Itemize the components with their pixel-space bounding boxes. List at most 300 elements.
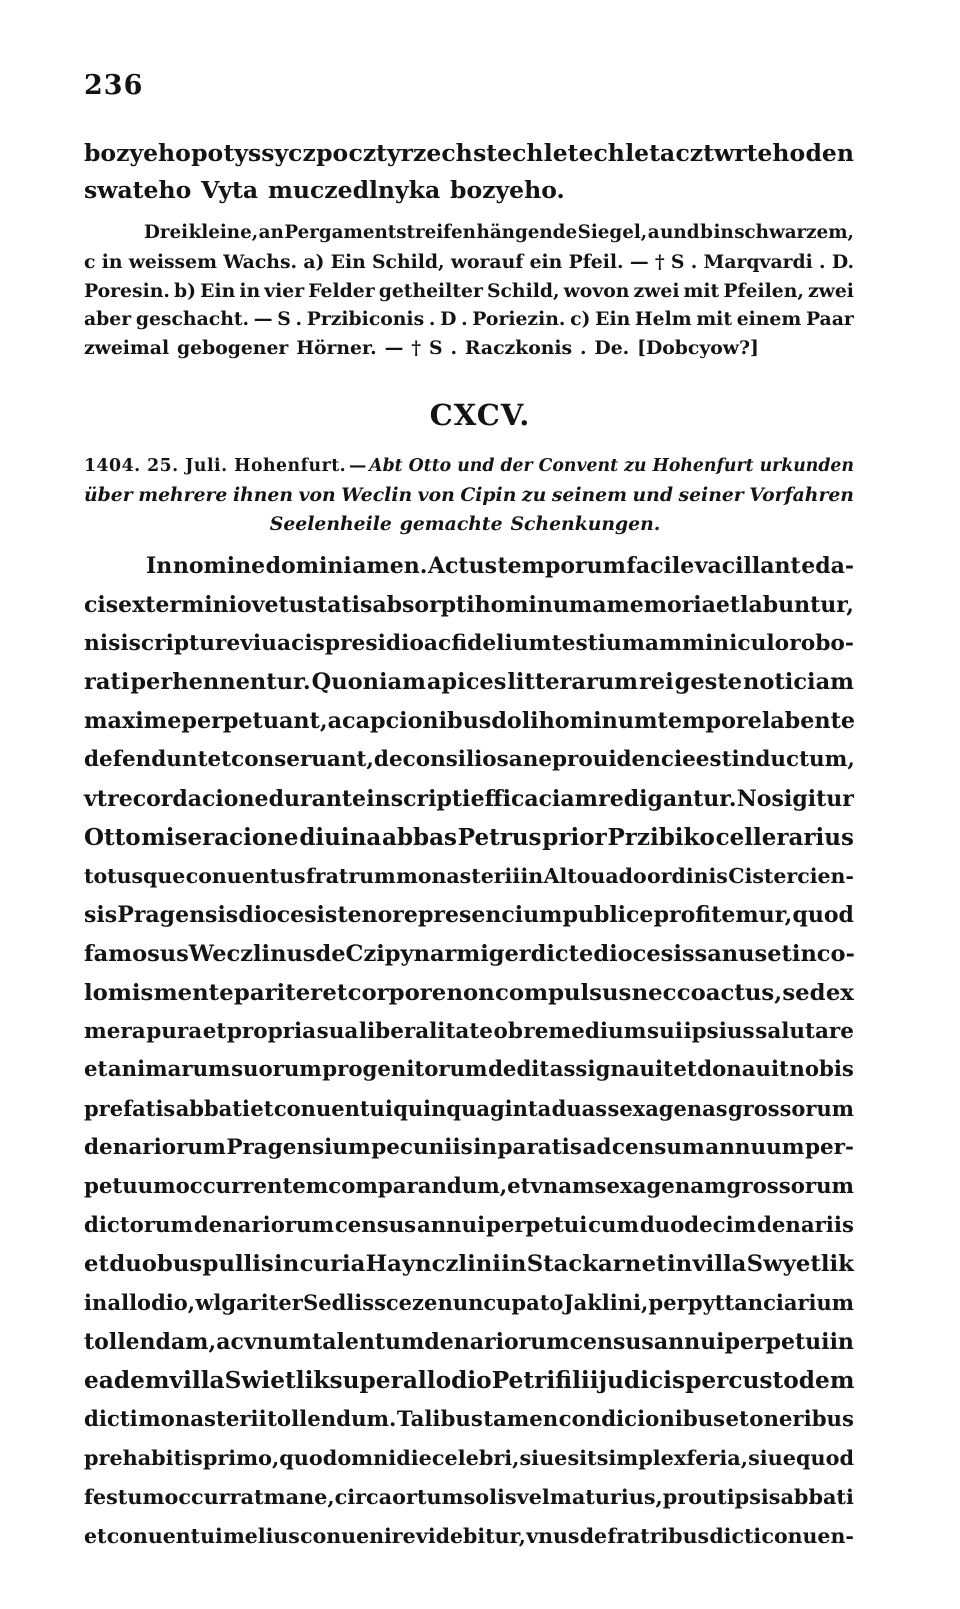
word: über: [84, 484, 133, 506]
word: labuntur,: [740, 591, 854, 618]
word: perhennentur.: [130, 669, 311, 696]
word: festum: [84, 1485, 165, 1510]
word: .: [819, 250, 826, 273]
word: prouidencie: [552, 746, 696, 772]
word: Quoniam: [311, 669, 426, 696]
word: a: [327, 708, 343, 735]
word: scripture: [128, 630, 241, 656]
word: D: [440, 308, 457, 331]
word: prehabitis: [84, 1446, 203, 1471]
word: sed: [782, 979, 826, 1006]
word: amen.: [352, 553, 428, 579]
word: assignauit: [549, 1057, 673, 1083]
word: schwarzem,: [734, 222, 854, 243]
word: grossorum: [728, 1096, 854, 1122]
word: corpore: [347, 979, 447, 1006]
word: Przibiconis: [306, 308, 425, 331]
word: inco-: [791, 940, 855, 967]
regest-date-place: 1404. 25. Juli. Hohenfurt.: [84, 456, 347, 476]
word: dicte: [530, 940, 594, 967]
word: remedium: [523, 1018, 647, 1044]
word: mane,: [263, 1485, 335, 1510]
word: quod: [279, 1446, 338, 1471]
word: abbati: [175, 1096, 250, 1122]
word: Schild,: [371, 250, 445, 273]
word: Raczkonis: [464, 337, 573, 360]
word: tamen: [483, 1406, 559, 1432]
word: viuacis: [240, 630, 325, 656]
word: .: [461, 308, 468, 331]
word: primo,: [202, 1446, 280, 1471]
word: Otto: [84, 823, 141, 851]
word: quod: [796, 1446, 854, 1471]
word: Czipyn: [345, 940, 430, 967]
word: Altouado: [543, 864, 647, 889]
word: in: [520, 864, 544, 889]
word: hominum: [474, 591, 593, 618]
word: c: [84, 250, 96, 273]
word: dedit: [488, 1057, 550, 1083]
body-line: [84, 1013, 854, 1052]
word: et: [202, 1018, 227, 1044]
word: igitur: [784, 785, 854, 812]
word: annui: [653, 1328, 725, 1355]
word: Ein: [595, 308, 631, 331]
word: gebogener: [176, 337, 289, 360]
word: mit: [696, 308, 732, 331]
word: S: [277, 308, 291, 331]
word: per: [648, 1290, 688, 1316]
word: mente: [153, 979, 234, 1006]
word: Petri: [491, 1366, 556, 1394]
word: facile: [626, 553, 695, 579]
word: Siegel,: [577, 222, 648, 243]
word: Weclin: [341, 484, 413, 506]
body-line: [84, 741, 854, 780]
word: Weczlinus: [188, 940, 316, 967]
word: Seelenheile: [269, 513, 392, 535]
word: .: [579, 337, 587, 360]
word: dictorum: [84, 1212, 193, 1238]
word: diocesis: [593, 940, 695, 967]
word: ortum: [392, 1485, 464, 1510]
word: bozyeho.: [450, 176, 565, 204]
word: memoria: [606, 591, 716, 618]
regest-title-start: Abt Otto und der Convent zu Hohenfurt urkunden: [369, 456, 854, 476]
word: vel: [516, 1485, 550, 1510]
word: .: [450, 337, 457, 360]
word: denariis: [757, 1212, 854, 1238]
body-line: [84, 1051, 854, 1090]
word: dicti: [709, 1523, 762, 1548]
word: von: [417, 484, 455, 506]
word: simplex: [596, 1446, 687, 1471]
regest-summary: [84, 452, 854, 539]
word: ordinis: [647, 864, 728, 889]
word: doli: [491, 708, 539, 735]
word: Ein: [200, 279, 236, 302]
word: getheilter: [378, 279, 483, 302]
word: seinem: [551, 484, 627, 506]
word: Pfeil.: [568, 250, 624, 273]
word: mit: [683, 279, 720, 302]
word: in: [666, 1251, 693, 1278]
regest-line: [84, 481, 854, 510]
word: conuentui: [273, 1096, 393, 1122]
word: sui: [647, 1018, 683, 1044]
word: absorpti: [372, 591, 475, 618]
word: census: [569, 1328, 654, 1355]
body-line: [84, 663, 854, 702]
word: annuum: [705, 1134, 805, 1160]
body-line: [84, 1129, 854, 1168]
word: In: [146, 553, 173, 579]
body-line: [84, 586, 854, 625]
word: Pragensis: [117, 902, 239, 929]
word: abbati: [780, 1485, 854, 1510]
charter-text: [84, 547, 854, 1556]
word: annui: [416, 1212, 486, 1238]
word: monasterii: [396, 864, 521, 889]
word: zwei: [633, 279, 680, 302]
word: a: [647, 222, 660, 243]
word: Pergamentstreifen: [284, 222, 476, 243]
word: Actus: [427, 553, 497, 579]
word: celebri,: [431, 1446, 520, 1471]
seal-description: [84, 219, 854, 363]
word: condicionibus: [558, 1406, 726, 1432]
word: a): [303, 250, 325, 273]
word: abbas: [382, 823, 457, 851]
note-line: [84, 248, 854, 277]
word: Swietlik: [224, 1366, 330, 1394]
word: circa: [334, 1485, 393, 1510]
word: custodem: [728, 1366, 855, 1394]
word: est: [695, 746, 732, 772]
word: capcionibus: [342, 708, 492, 735]
word: sexagenam: [594, 1173, 727, 1199]
body-line: [84, 1090, 854, 1129]
word: Jaklini,: [563, 1290, 649, 1316]
word: †: [411, 337, 422, 360]
body-line: [84, 1517, 854, 1556]
word: Felder: [308, 279, 375, 302]
word: durante: [268, 785, 367, 812]
word: nomine: [172, 553, 266, 579]
word: nuncupato: [437, 1290, 564, 1316]
body-line: [84, 1284, 854, 1323]
word: testium: [551, 630, 645, 656]
word: wovon: [563, 279, 630, 302]
word: paratis: [497, 1134, 582, 1160]
word: pura: [146, 1018, 203, 1044]
continuation-text: [84, 135, 854, 209]
word: et: [715, 591, 741, 618]
word: Swyetlik: [746, 1251, 854, 1278]
word: swateho: [84, 176, 192, 204]
word: conuentui: [106, 1523, 223, 1548]
word: —: [629, 250, 649, 273]
word: letech: [543, 139, 625, 167]
word: vier: [264, 279, 305, 302]
word: ex: [825, 979, 854, 1006]
word: efficaciam: [470, 785, 598, 812]
word: leta: [625, 139, 676, 167]
body-line: [84, 896, 854, 935]
word: denariorum: [193, 1212, 334, 1238]
word: conuen-: [761, 1523, 854, 1548]
word: petuum: [84, 1173, 176, 1199]
note-line: [84, 305, 854, 334]
word: tollendum.: [267, 1406, 397, 1432]
word: Marqvardi: [703, 250, 813, 273]
word: quinquaginta: [393, 1096, 552, 1122]
word: siue: [748, 1446, 796, 1471]
word: in: [829, 1328, 854, 1355]
word: ein: [529, 250, 563, 273]
word: a: [592, 591, 607, 618]
word: tempore: [657, 708, 762, 735]
word: an: [258, 222, 284, 243]
word: .: [295, 308, 303, 331]
word: in: [274, 1251, 300, 1278]
word: propria: [226, 1018, 317, 1044]
word: pecuniis: [371, 1134, 473, 1160]
body-line: [84, 1245, 854, 1284]
document-number-heading: CXCV.: [429, 398, 531, 432]
regest-dash: —: [349, 456, 367, 476]
word: stech: [473, 139, 544, 167]
word: nisi: [84, 630, 129, 656]
word: mehrere: [138, 484, 228, 506]
word: solis: [463, 1485, 517, 1510]
word: Sedlissceze: [303, 1290, 438, 1316]
word: sis: [84, 902, 118, 929]
word: prout: [662, 1485, 727, 1510]
word: in: [84, 1290, 108, 1316]
word: perpetui: [485, 1212, 588, 1238]
note-line: [84, 334, 854, 363]
word: sanus: [694, 940, 768, 967]
regest-line: [84, 452, 854, 481]
word: siue: [519, 1446, 568, 1471]
body-line: [84, 547, 854, 586]
word: prefatis: [84, 1096, 176, 1122]
word: temporum: [497, 553, 626, 579]
word: apices: [426, 669, 507, 696]
word: .: [690, 250, 698, 273]
word: —: [253, 308, 273, 331]
body-line: [84, 935, 854, 974]
word: allodio,: [107, 1290, 196, 1316]
word: tenore: [337, 902, 418, 929]
word: et: [84, 1251, 109, 1278]
body-line: [84, 974, 854, 1013]
word: mera: [84, 1018, 146, 1044]
word: Ein: [330, 250, 366, 273]
word: ac: [423, 630, 452, 656]
word: vnum: [243, 1328, 313, 1355]
word: presidio: [324, 630, 424, 656]
word: donauit: [697, 1057, 789, 1083]
word: et: [641, 1251, 667, 1278]
word: weissem: [128, 250, 217, 273]
word: recordacione: [107, 785, 269, 812]
word: in: [473, 1134, 498, 1160]
word: rati: [84, 669, 130, 696]
word: po: [191, 139, 224, 167]
word: talentum: [312, 1328, 425, 1355]
word: vnam: [530, 1173, 595, 1199]
word: defendunt: [84, 746, 208, 772]
word: ob: [493, 1018, 523, 1044]
word: et: [767, 940, 792, 967]
word: et: [84, 1523, 107, 1548]
word: super: [329, 1366, 403, 1394]
word: duodecim: [639, 1212, 757, 1238]
word: robo-: [789, 630, 854, 656]
word: famosus: [84, 940, 189, 967]
word: sane: [496, 746, 553, 772]
word: de: [315, 940, 346, 967]
word: po: [316, 139, 349, 167]
word: monasterii: [138, 1406, 267, 1432]
word: dicti: [84, 1406, 138, 1432]
word: per-: [804, 1134, 854, 1160]
word: tyssycz: [223, 139, 316, 167]
word: sit: [567, 1446, 597, 1471]
word: hängende: [476, 222, 578, 243]
word: melius: [223, 1523, 300, 1548]
word: aber: [84, 308, 132, 331]
word: profitemur,: [653, 902, 793, 929]
text-line: [84, 172, 854, 209]
word: hominum: [538, 708, 658, 735]
word: von: [298, 484, 336, 506]
word: nec: [631, 979, 677, 1006]
word: rei: [638, 669, 674, 696]
word: perpetui: [724, 1328, 830, 1355]
body-line: [84, 780, 854, 819]
word: totusque: [84, 864, 186, 889]
word: und: [660, 222, 700, 243]
body-line: [84, 1439, 854, 1478]
word: Drei: [144, 222, 189, 243]
body-line: [84, 1478, 854, 1517]
word: maturius,: [549, 1485, 663, 1510]
word: grossorum: [726, 1173, 855, 1199]
word: pullis: [202, 1251, 274, 1278]
word: Wachs.: [223, 250, 298, 273]
word: [Dobcyow?]: [637, 337, 759, 360]
word: exterminio: [118, 591, 252, 618]
word: S: [428, 337, 443, 360]
word: in: [501, 1251, 527, 1278]
word: labente: [761, 708, 856, 735]
body-line: [84, 625, 854, 664]
word: duas: [551, 1096, 608, 1122]
word: Schild,: [486, 279, 560, 302]
word: sua: [316, 1018, 359, 1044]
word: censum: [611, 1134, 705, 1160]
word: per: [685, 1366, 729, 1394]
word: ipsis: [726, 1485, 781, 1510]
word: De.: [594, 337, 630, 360]
word: salutare: [755, 1018, 854, 1044]
note-line: [84, 277, 854, 306]
word: nobis: [789, 1057, 854, 1083]
word: inductum,: [731, 746, 855, 772]
word: judicis: [598, 1366, 686, 1394]
word: perpetuant,: [181, 708, 328, 735]
body-line: [84, 819, 854, 858]
word: de: [373, 746, 403, 772]
word: vt: [84, 785, 107, 812]
word: scripti: [390, 785, 471, 812]
word: cum: [588, 1212, 639, 1238]
word: und: [632, 484, 673, 506]
word: comparandum,: [328, 1173, 508, 1199]
word: Petrus: [457, 823, 542, 851]
word: occurrentem: [175, 1173, 329, 1199]
word: vnus: [526, 1523, 580, 1548]
word: et: [84, 1057, 108, 1083]
word: oneribus: [749, 1406, 854, 1432]
word: Haynczlini: [365, 1251, 501, 1278]
word: in: [713, 222, 734, 243]
word: Schenkungen.: [510, 513, 661, 535]
word: suorum: [231, 1057, 322, 1083]
word: fidelium: [451, 630, 552, 656]
word: quod: [792, 902, 854, 929]
word: consilio: [402, 746, 497, 772]
word: amminiculo: [644, 630, 790, 656]
word: eda-: [801, 553, 854, 579]
word: geste: [674, 669, 743, 696]
word: conuentus: [185, 864, 306, 889]
page-number: 236: [84, 70, 144, 101]
word: Vyta: [201, 176, 259, 204]
word: Helm: [634, 308, 692, 331]
word: villa: [169, 1366, 225, 1394]
word: geschacht.: [135, 308, 250, 331]
body-line: [84, 857, 854, 896]
word: b): [174, 279, 197, 302]
word: omni: [337, 1446, 397, 1471]
word: cztwrteho: [675, 139, 806, 167]
word: Pfeilen,: [723, 279, 804, 302]
word: ac: [216, 1328, 244, 1355]
word: domini: [265, 553, 352, 579]
word: maxime: [84, 708, 182, 735]
word: armiger: [429, 940, 531, 967]
word: zu: [521, 484, 547, 506]
word: feria,: [686, 1446, 748, 1471]
word: ipsius: [683, 1018, 755, 1044]
word: die: [396, 1446, 432, 1471]
word: fratribus: [607, 1523, 710, 1548]
word: gemachte: [399, 513, 503, 535]
word: pariter: [233, 979, 323, 1006]
word: animarum: [107, 1057, 231, 1083]
word: worauf: [450, 250, 524, 273]
word: in: [239, 279, 261, 302]
word: conseruant,: [231, 746, 374, 772]
word: tollendam,: [84, 1328, 217, 1355]
word: muczedlnyka: [268, 176, 441, 204]
word: lomis: [84, 979, 154, 1006]
word: allodio: [402, 1366, 492, 1394]
